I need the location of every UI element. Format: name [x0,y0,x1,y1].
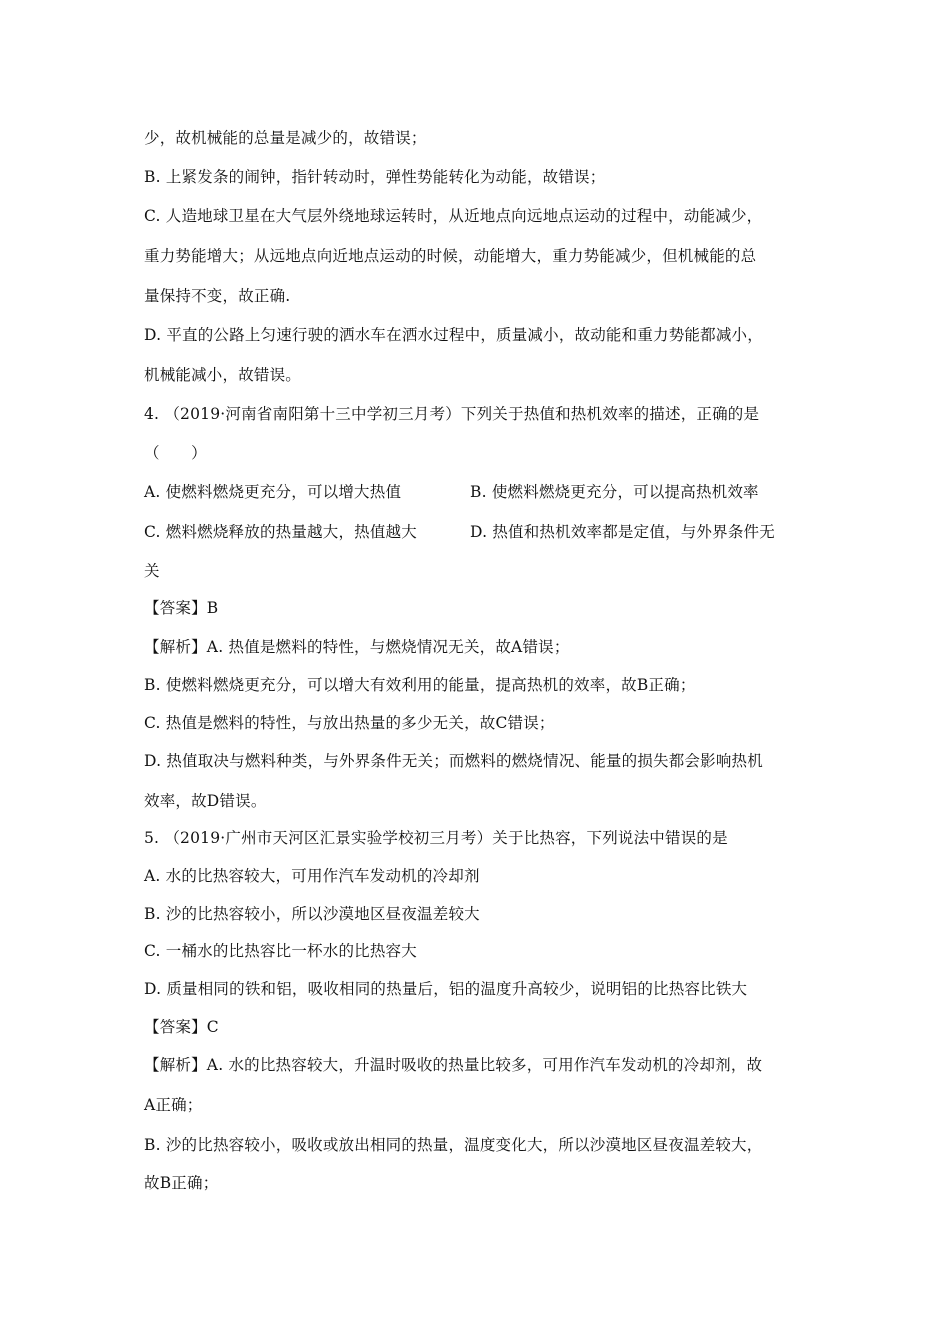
text-line: B. 上紧发条的闹钟，指针转动时，弹性势能转化为动能，故错误； [144,168,606,186]
option-a: A. 使燃料燃烧更充分，可以增大热值 [144,483,402,501]
text-line: 量保持不变，故正确. [144,287,291,305]
option-c: C. 一桶水的比热容比一杯水的比热容大 [144,942,417,960]
question-4-blank: （ ） [144,444,207,462]
analysis-line: 故B正确； [144,1174,219,1192]
analysis-line: 效率，故D错误。 [144,792,267,810]
question-5-stem: 5. （2019·广州市天河区汇景实验学校初三月考）关于比热容，下列说法中错误的是 [144,829,728,847]
analysis-line: B. 使燃料燃烧更充分，可以增大有效利用的能量，提高热机的效率，故B正确； [144,676,696,694]
analysis-line: A正确； [144,1096,203,1114]
option-a: A. 水的比热容较大，可用作汽车发动机的冷却剂 [144,867,480,885]
option-d: D. 质量相同的铁和铝，吸收相同的热量后，铝的温度升高较少，说明铝的比热容比铁大 [144,980,748,998]
answer-line: 【答案】C [144,1018,219,1036]
analysis-line: B. 沙的比热容较小，吸收或放出相同的热量，温度变化大，所以沙漠地区昼夜温差较大， [144,1136,763,1154]
analysis-line: C. 热值是燃料的特性，与放出热量的多少无关，故C错误； [144,714,555,732]
option-d-continued: 关 [144,562,160,580]
text-line: 少，故机械能的总量是减少的，故错误； [144,129,427,147]
analysis-line: 【解析】A. 热值是燃料的特性，与燃烧情况无关，故A错误； [144,638,570,656]
option-b: B. 沙的比热容较小，所以沙漠地区昼夜温差较大 [144,905,480,923]
answer-line: 【答案】B [144,599,219,617]
analysis-line: 【解析】A. 水的比热容较大，升温时吸收的热量比较多，可用作汽车发动机的冷却剂，故 [144,1056,763,1074]
text-line: C. 人造地球卫星在大气层外绕地球运转时，从近地点向远地点运动的过程中，动能减少， [144,207,763,225]
text-line: 重力势能增大；从远地点向近地点运动的时候，动能增大，重力势能减少，但机械能的总 [144,247,757,265]
text-line: D. 平直的公路上匀速行驶的洒水车在洒水过程中，质量减小，故动能和重力势能都减小， [144,326,763,344]
option-d: D. 热值和热机效率都是定值，与外界条件无 [470,523,775,541]
text-line: 机械能减小，故错误。 [144,366,302,384]
question-4-stem: 4. （2019·河南省南阳第十三中学初三月考）下列关于热值和热机效率的描述，正确的是 [144,405,760,423]
analysis-line: D. 热值取决与燃料种类，与外界条件无关；而燃料的燃烧情况、能量的损失都会影响热机 [144,752,763,770]
option-c: C. 燃料燃烧释放的热量越大，热值越大 [144,523,417,541]
option-b: B. 使燃料燃烧更充分，可以提高热机效率 [470,483,759,501]
